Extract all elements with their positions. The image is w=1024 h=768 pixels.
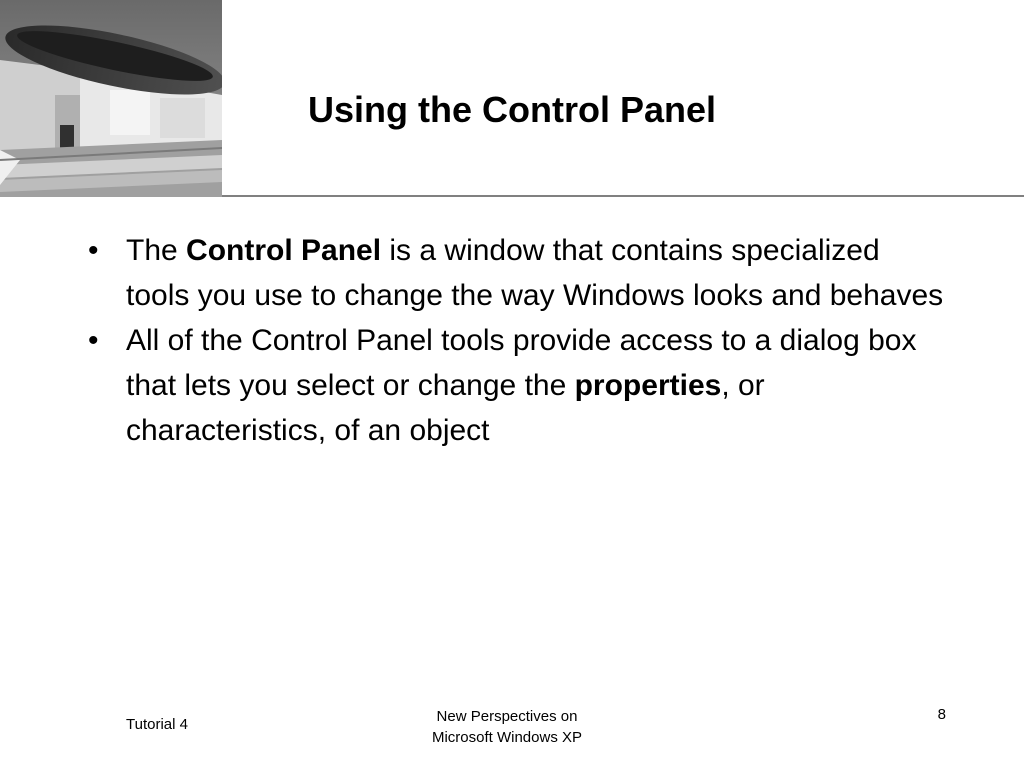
footer-book-title bbox=[392, 706, 622, 748]
footer-tutorial-label: Tutorial 4 bbox=[126, 716, 188, 733]
bullet-text-after: is a window that contains specialized tools you use to change the way Windows looks and behaves bbox=[126, 234, 944, 312]
bullet-marker: • bbox=[88, 324, 99, 357]
bullet-marker: • bbox=[88, 234, 99, 267]
bullet-text-before: The bbox=[126, 234, 187, 267]
architecture-photo bbox=[0, 0, 222, 197]
bullet-list bbox=[80, 228, 950, 453]
bullet-bold-term: Control Panel bbox=[186, 234, 382, 267]
bullet-item bbox=[80, 228, 950, 318]
slide-title: Using the Control Panel bbox=[307, 89, 717, 130]
footer-book-title-line1: New Perspectives on bbox=[436, 708, 578, 725]
bullet-bold-term: properties bbox=[574, 369, 722, 402]
bullet-text-after: , or characteristics, of an object bbox=[126, 369, 765, 447]
title-divider-line bbox=[222, 195, 1024, 197]
footer-book-title-line2: Microsoft Windows XP bbox=[431, 729, 583, 746]
page-number: 8 bbox=[937, 706, 946, 723]
bullet-item bbox=[80, 318, 950, 453]
bullet-text-before: All of the Control Panel tools provide access to a dialog box that lets you select or change the bbox=[126, 324, 917, 402]
